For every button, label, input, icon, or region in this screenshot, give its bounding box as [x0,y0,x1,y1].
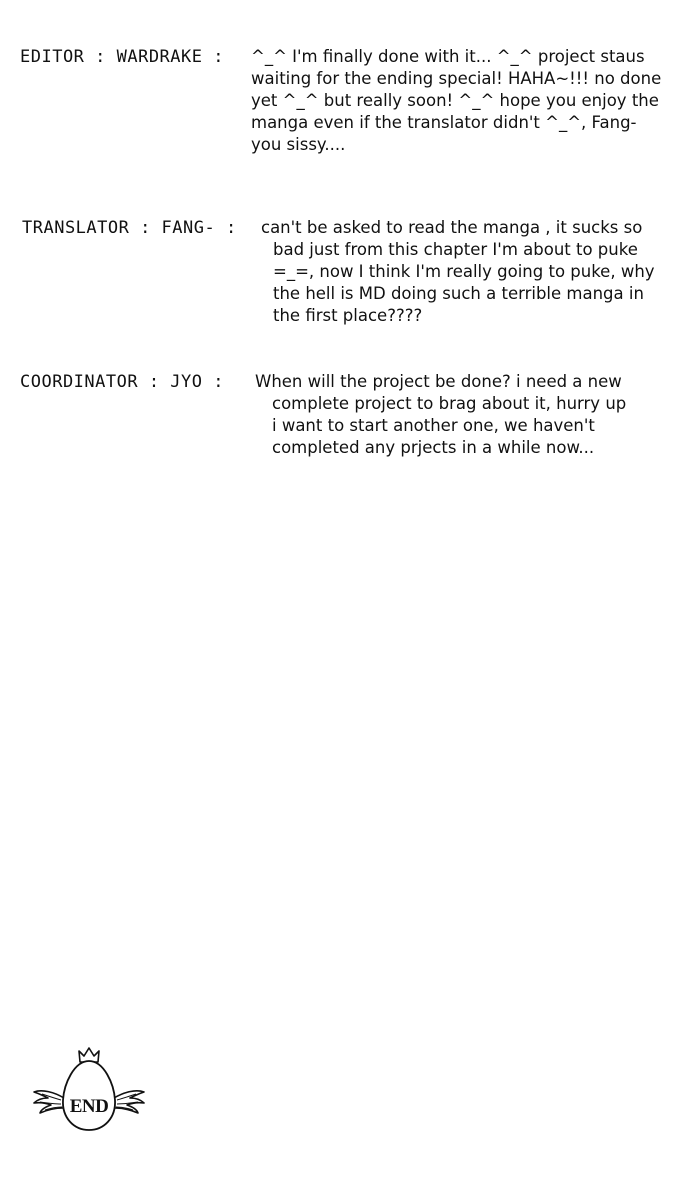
editor-message-line: you sissy.... [251,135,346,154]
left-wing-icon [34,1091,64,1113]
translator-message-line: can't be asked to read the manga , it sucks so [261,218,643,237]
crown-icon [79,1048,99,1062]
editor-message-line: manga even if the translator didn't ^_^, Fang- [251,113,637,132]
coordinator-message-line: When will the project be done? i need a new [255,372,622,391]
end-logo-text: END [69,1096,109,1117]
translator-role-label: TRANSLATOR : FANG- : [22,218,237,238]
coordinator-role-label: COORDINATOR : JYO : [20,372,224,392]
editor-message-line: waiting for the ending special! HAHA~!!! no done [251,69,662,88]
translator-message-line: the hell is MD doing such a terrible manga in [273,284,644,303]
coordinator-message-line: completed any prjects in a while now... [272,438,595,457]
coordinator-message [255,371,626,459]
editor-role-label: EDITOR : WARDRAKE : [20,47,224,67]
end-logo-icon [30,1042,148,1134]
editor-message-line: ^_^ I'm finally done with it... ^_^ project staus [251,47,645,66]
translator-message [261,217,655,327]
right-wing-icon [114,1091,144,1113]
coordinator-message-line: i want to start another one, we haven't [272,416,595,435]
editor-message-line: yet ^_^ but really soon! ^_^ hope you enjoy the [251,91,659,110]
translator-message-line: bad just from this chapter I'm about to puke [273,240,638,259]
coordinator-message-line: complete project to brag about it, hurry up [272,394,627,413]
translator-message-line: =_=, now I think I'm really going to puke, why [273,262,655,281]
translator-message-line: the first place???? [273,306,423,325]
editor-message [251,46,661,156]
